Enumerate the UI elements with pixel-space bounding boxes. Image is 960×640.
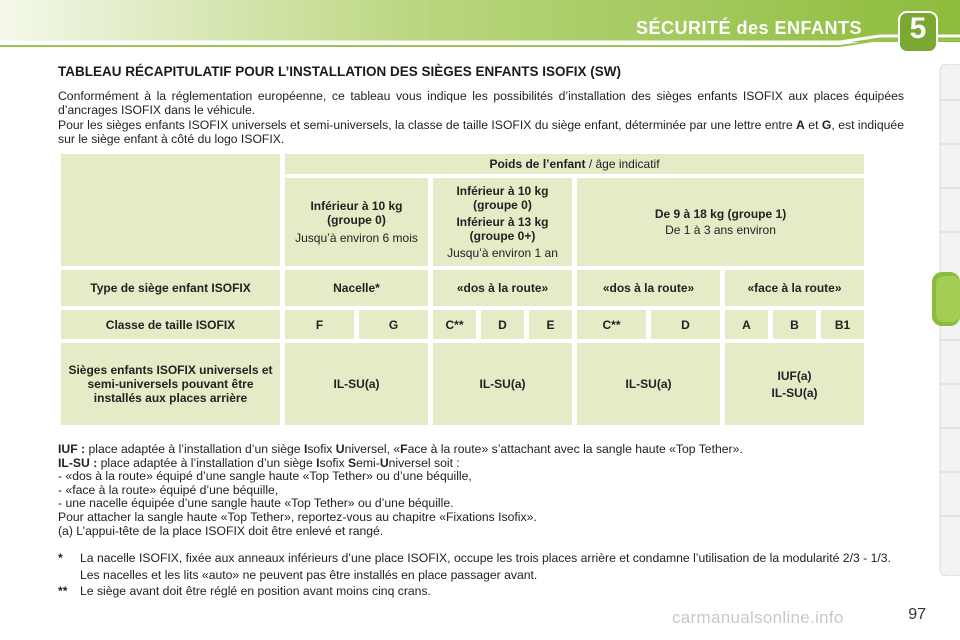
weight-header-rest: / âge indicatif (585, 157, 660, 171)
note-letter: F (400, 442, 408, 456)
note-text: sofix (307, 442, 336, 456)
note-text: emi- (356, 455, 380, 470)
weight-header-bold: Poids de l’enfant (489, 157, 586, 171)
legend-notes (58, 443, 918, 538)
weight-header (285, 154, 864, 174)
size-class-cell: C** (577, 310, 646, 339)
group-0plus-age: Jusqu’à environ 1 an (447, 246, 558, 260)
list-item: - «face à la route» équipé d’une béquille, (58, 482, 279, 497)
table-row (61, 154, 864, 174)
list-item: - une nacelle équipée d’une sangle haute «Top Tether» ou d’une béquille. (58, 496, 454, 511)
intro-p2-letter-g: G (821, 118, 832, 132)
seat-type-cell: «face à la route» (725, 270, 864, 306)
seat-allowed-iuf: IUF(a) (777, 368, 812, 383)
intro-p2-start: Pour les sièges enfants ISOFIX universels et semi-universels, la classe de taille ISOFIX du siège enfant, déterminée par une lettre entre (58, 118, 797, 132)
row-label-size-class: Classe de taille ISOFIX (61, 310, 280, 339)
size-class-cell: C** (433, 310, 476, 339)
side-tabs (932, 64, 960, 576)
group-0-weight: Inférieur à 10 kg (groupe 0) (310, 199, 403, 227)
note-ilsu (58, 457, 918, 471)
note-letter: U (335, 442, 345, 456)
size-class-cell: D (481, 310, 524, 339)
table-row (61, 270, 864, 306)
note-text: ace à la route» s’attachant avec la sangle haute «Top Tether». (407, 442, 743, 456)
intro-paragraph-1: Conformément à la réglementation européenne, ce tableau vous indique les possibilités d’installation des sièges enfants ISOFIX aux places équipées d’ancrages ISOFIX dans le véhicule. (58, 89, 904, 117)
note-ilsu-label: IL-SU : (58, 455, 98, 470)
footnote-star-content (80, 551, 904, 582)
group-0-cell (285, 178, 428, 266)
isofix-table (56, 150, 869, 429)
intro-p2-end: , est indiquée sur le siège enfant à côté du logo ISOFIX. (58, 118, 904, 146)
note-iuf (58, 443, 918, 457)
size-class-cell: F (285, 310, 354, 339)
footnote-star-text: La nacelle ISOFIX, fixée aux anneaux inférieurs d’une place ISOFIX, occupe les trois places arrière et condamne l’utilisation de la modularité 2/3 - 1/3. (80, 551, 891, 565)
seat-allowed-cell: IL-SU(a) (433, 343, 572, 425)
group-1-cell (577, 178, 864, 266)
page-number: 97 (908, 606, 926, 623)
table-row (61, 310, 864, 339)
footnote-star (58, 551, 904, 582)
footnote-double-star-mark: ** (58, 584, 68, 598)
intro-p2-and: et (804, 118, 822, 132)
group-1-weight: De 9 à 18 kg (groupe 1) (654, 207, 787, 221)
row-label-seat-type: Type de siège enfant ISOFIX (61, 270, 280, 306)
table-corner-cell (61, 154, 280, 266)
seat-allowed-cell (725, 343, 864, 425)
seat-type-cell: Nacelle* (285, 270, 428, 306)
table-row (61, 343, 864, 425)
footnotes (58, 551, 904, 600)
main-title: TABLEAU RÉCAPITULATIF POUR L’INSTALLATION DES SIÈGES ENFANTS ISOFIX (SW) (58, 64, 622, 79)
group-0plus-cell (433, 178, 572, 266)
note-text: place adaptée à l’installation d’un siège (97, 455, 317, 470)
note-text: sofix (319, 455, 348, 470)
size-class-cell: D (651, 310, 720, 339)
size-class-cell: A (725, 310, 768, 339)
footnote-star-mark: * (58, 551, 63, 565)
seat-allowed-ilsu: IL-SU(a) (771, 385, 818, 400)
seat-type-cell: «dos à la route» (433, 270, 572, 306)
footnote-double-star (58, 584, 904, 598)
size-class-cell: G (359, 310, 428, 339)
footnote-star-text-2: Les nacelles et les lits «auto» ne peuvent pas être installés en place passager avant. (80, 568, 538, 582)
note-text: place adaptée à l’installation d’un siège (85, 442, 304, 456)
chapter-title: SÉCURITÉ des ENFANTS (635, 18, 862, 38)
footnote-double-star-text: Le siège avant doit être réglé en position avant moins cinq crans. (80, 584, 431, 598)
size-class-cell: E (529, 310, 572, 339)
note-letter: S (347, 455, 357, 470)
group-0-age: Jusqu’à environ 6 mois (295, 231, 418, 245)
seat-type-cell: «dos à la route» (577, 270, 720, 306)
note-text: niversel, « (344, 442, 401, 456)
chapter-number: 5 (909, 12, 927, 45)
note-headrest: (a) L’appui-tête de la place ISOFIX doit être enlevé et rangé. (58, 523, 384, 538)
note-letter: I (303, 442, 308, 456)
size-class-cell: B1 (821, 310, 864, 339)
note-attach: Pour attacher la sangle haute «Top Tether», reportez-vous au chapitre «Fixations Isofix». (58, 509, 537, 524)
note-iuf-label: IUF : (58, 442, 86, 456)
note-text: niversel soit : (388, 455, 460, 470)
intro-paragraph-2 (58, 118, 904, 146)
seat-allowed-cell: IL-SU(a) (285, 343, 428, 425)
group-0plus-weight-2: Inférieur à 13 kg (groupe 0+) (456, 215, 549, 243)
group-1-age: De 1 à 3 ans environ (665, 223, 776, 237)
row-label-seats: Sièges enfants ISOFIX universels et semi-universels pouvant être installés aux places arrière (61, 343, 280, 425)
group-0plus-weight-1: Inférieur à 10 kg (groupe 0) (456, 184, 549, 212)
seat-allowed-cell: IL-SU(a) (577, 343, 720, 425)
intro-p2-letter-a: A (796, 118, 805, 132)
note-letter: I (316, 455, 320, 470)
note-letter: U (379, 455, 389, 470)
size-class-cell: B (773, 310, 816, 339)
watermark: carmanualsonline.info (672, 608, 844, 627)
list-item: - «dos à la route» équipé d’une sangle haute «Top Tether» ou d’une béquille, (58, 469, 472, 484)
